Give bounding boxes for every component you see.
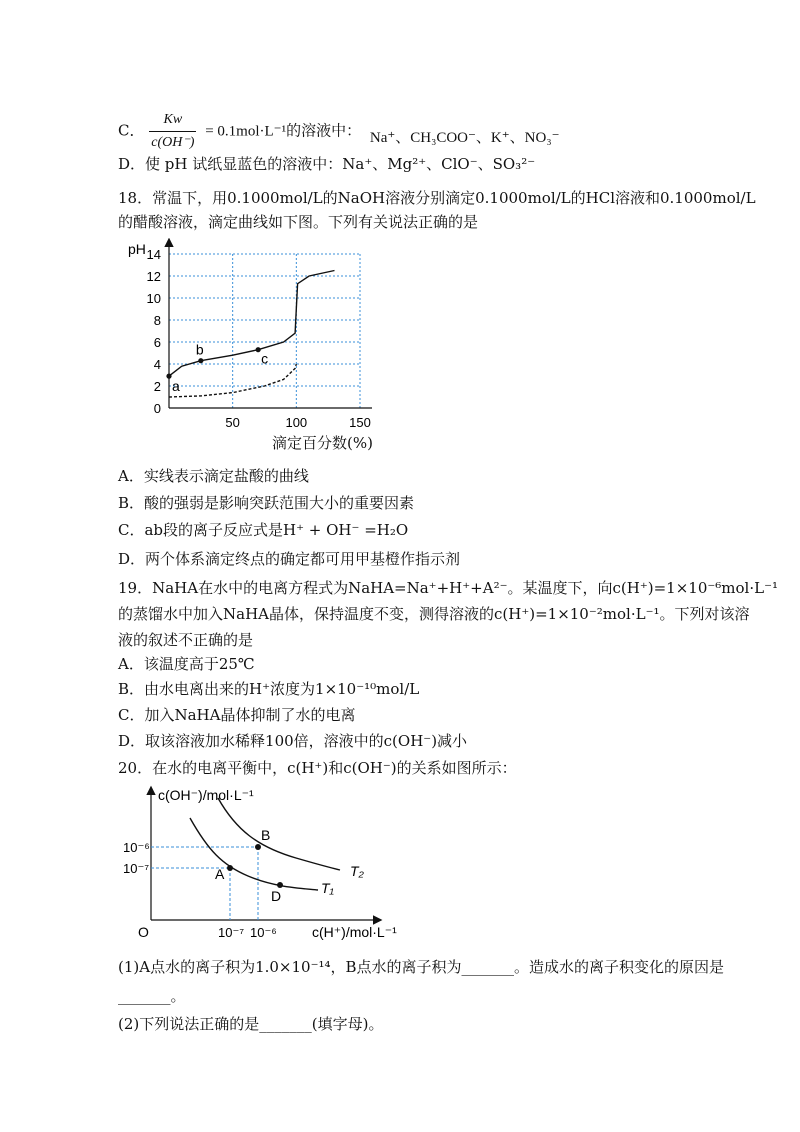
q18-option-d: D．两个体系滴定终点的确定都可用甲基橙作指示剂 bbox=[118, 550, 461, 568]
q19-option-c: C．加入NaHA晶体抑制了水的电离 bbox=[118, 706, 356, 724]
dashed-curve bbox=[169, 364, 296, 397]
chart1-y-axis-label: pH bbox=[128, 241, 146, 257]
q18-stem-line-2: 的醋酸溶液，滴定曲线如下图。下列有关说法正确的是 bbox=[118, 213, 479, 231]
chart2-y-axis-label: c(OH⁻)/mol·L⁻¹ bbox=[158, 787, 254, 803]
chart2-x-axis-label: c(H⁺)/mol·L⁻¹ bbox=[312, 924, 397, 940]
y-tick-label: 6 bbox=[153, 335, 161, 350]
T2-curve bbox=[218, 798, 340, 870]
point-a bbox=[166, 374, 171, 379]
q17-option-d: D．使 pH 试纸显蓝色的溶液中：Na⁺、Mg²⁺、ClO⁻、SO₃²⁻ bbox=[118, 155, 536, 173]
y-tick-label: 2 bbox=[153, 379, 161, 394]
q18-option-a: A．实线表示滴定盐酸的曲线 bbox=[118, 467, 309, 485]
q19-option-a: A．该温度高于25℃ bbox=[118, 655, 255, 673]
x-tick-label: 10⁻⁷ bbox=[218, 925, 245, 940]
T1-curve bbox=[190, 818, 318, 890]
q19-stem-line-3: 液的叙述不正确的是 bbox=[118, 631, 254, 649]
q18-stem-line-1: 18．常温下，用0.1000mol/L的NaOH溶液分别滴定0.1000mol/L的HCl溶液和0.1000mol/L bbox=[118, 189, 756, 207]
q20-sub2: (2)下列说法正确的是_______(填字母)。 bbox=[118, 1015, 384, 1033]
T1-label: T₁ bbox=[321, 880, 334, 896]
point-a-label: a bbox=[172, 378, 180, 395]
point-A bbox=[227, 865, 233, 871]
q18-option-b: B．酸的强弱是影响突跃范围大小的重要因素 bbox=[118, 494, 415, 512]
q19-option-b: B．由水电离出来的H⁺浓度为1×10⁻¹⁰mol/L bbox=[118, 680, 420, 698]
x-tick-label: 50 bbox=[225, 415, 240, 430]
point-B bbox=[255, 844, 261, 850]
y-tick-label: 14 bbox=[146, 247, 161, 262]
q19-option-d: D．取该溶液加水稀释100倍，溶液中的c(OH⁻)减小 bbox=[118, 732, 468, 750]
point-b-label: b bbox=[195, 341, 204, 358]
solid-curve bbox=[169, 271, 335, 377]
q20-stem: 20．在水的电离平衡中，c(H⁺)和c(OH⁻)的关系如图所示： bbox=[118, 759, 517, 777]
point-D-label: D bbox=[271, 888, 282, 904]
point-A-label: A bbox=[215, 866, 225, 882]
kw-fraction: $\frac{Kw}{c(OH^-)}$ bbox=[149, 109, 196, 154]
q17-option-c: C． $\frac{Kw}{c(OH^-)}$ = 0.1mol·L⁻¹的溶液中： Na⁺、CH₃COO⁻、K⁺、NO₃⁻ bbox=[118, 109, 560, 154]
q19-stem-line-2: 的蒸馏水中加入NaHA晶体，保持温度不变，测得溶液的c(H⁺)=1×10⁻²mol·L⁻¹。下列对该溶 bbox=[118, 605, 750, 623]
y-tick-label: 0 bbox=[153, 401, 161, 416]
y-tick-label: 10⁻⁶ bbox=[123, 840, 150, 855]
y-tick-label: 8 bbox=[153, 313, 161, 328]
y-tick-label: 4 bbox=[153, 357, 161, 372]
y-tick-label: 10⁻⁷ bbox=[123, 861, 150, 876]
point-c bbox=[256, 347, 261, 352]
origin-label: O bbox=[138, 924, 149, 940]
option-label: C． bbox=[118, 121, 145, 140]
x-tick-label: 10⁻⁶ bbox=[250, 925, 277, 940]
T2-label: T₂ bbox=[350, 863, 364, 879]
water-ion-product-chart bbox=[118, 780, 418, 945]
titration-curve-chart bbox=[120, 238, 380, 453]
point-c-label: c bbox=[261, 350, 269, 367]
y-tick-label: 10 bbox=[146, 291, 161, 306]
q18-option-c: C．ab段的离子反应式是H⁺ + OH⁻ =H₂O bbox=[118, 521, 409, 539]
chart1-x-axis-label: 滴定百分数(%) bbox=[272, 434, 373, 452]
point-B-label: B bbox=[261, 827, 271, 843]
x-tick-label: 150 bbox=[349, 415, 371, 430]
q20-sub1-line-1: (1)A点水的离子积为1.0×10⁻¹⁴，B点水的离子积为_______。造成水的离子积变化的原因是 bbox=[118, 958, 725, 976]
point-b bbox=[198, 358, 203, 363]
y-tick-label: 12 bbox=[146, 269, 161, 284]
x-tick-label: 100 bbox=[285, 415, 308, 430]
q20-sub1-line-2: _______。 bbox=[118, 987, 186, 1005]
q19-stem-line-1: 19．NaHA在水中的电离方程式为NaHA=Na⁺+H⁺+A²⁻。某温度下，向c(H⁺)=1×10⁻⁶mol·L⁻¹ bbox=[118, 579, 779, 597]
